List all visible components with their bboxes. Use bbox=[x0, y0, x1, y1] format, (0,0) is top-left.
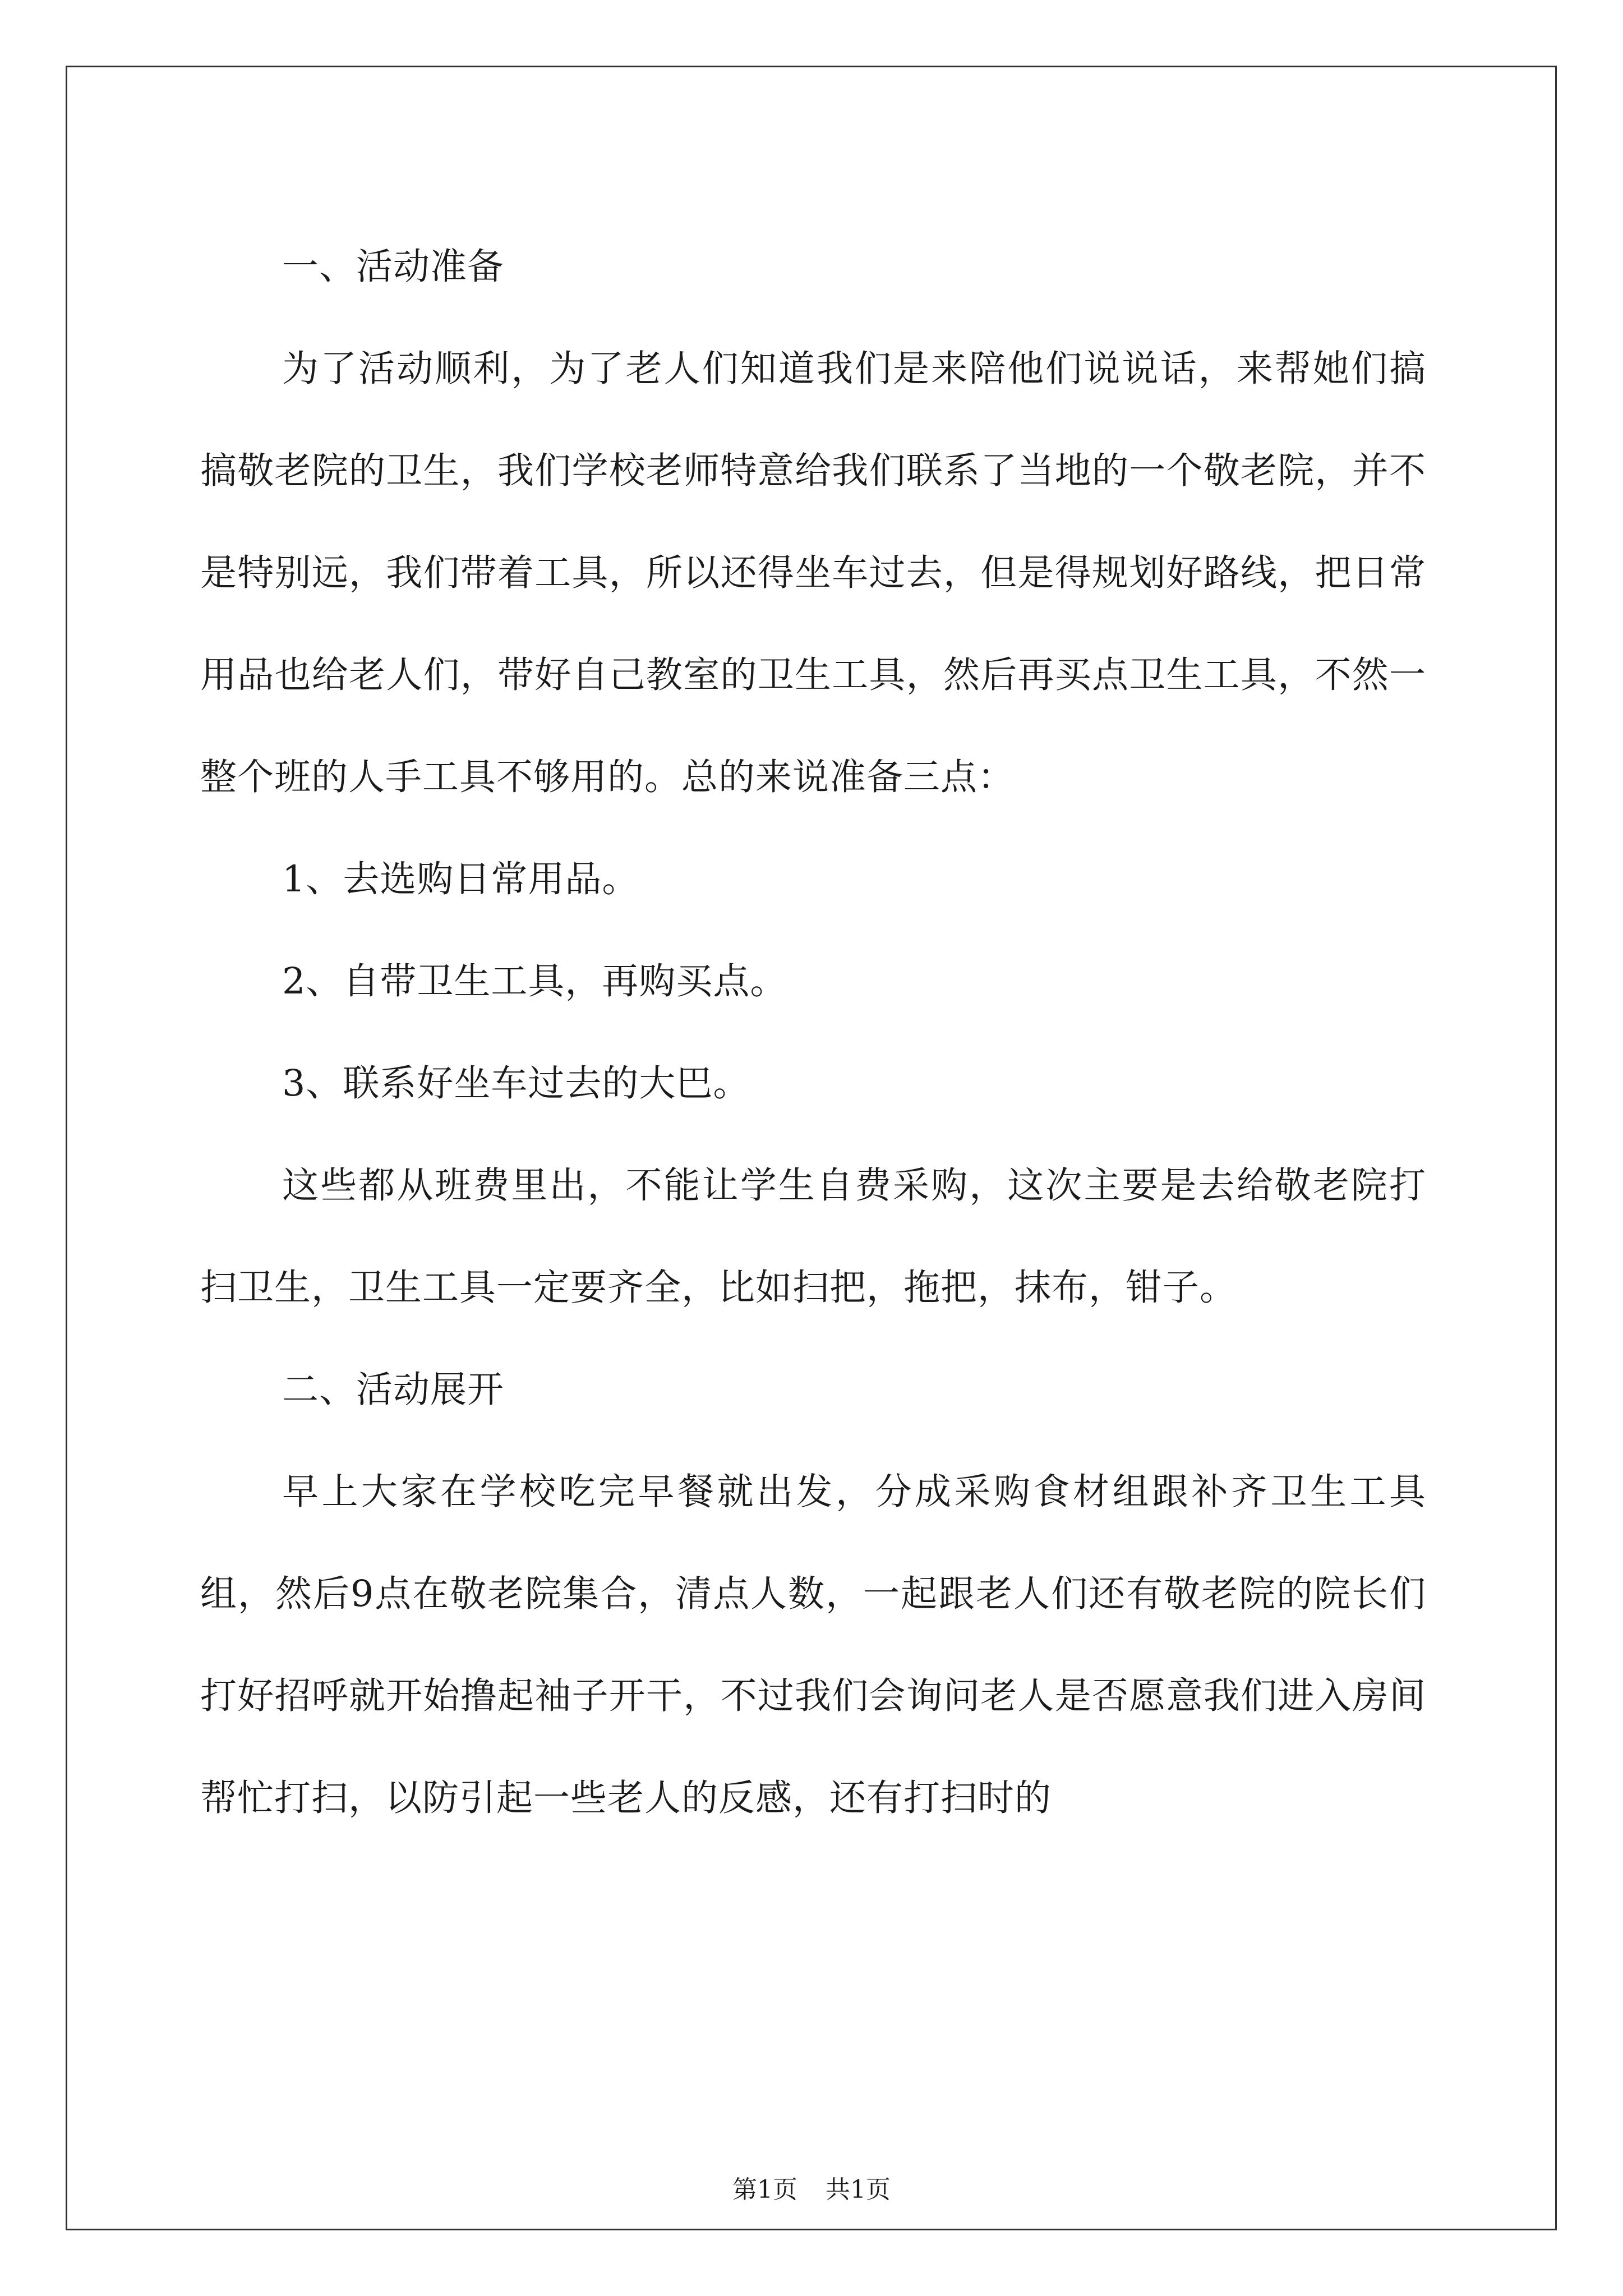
page-number-total: 共1页 bbox=[826, 2175, 891, 2204]
paragraph-funding: 这些都从班费里出，不能让学生自费采购，这次主要是去给敬老院打扫卫生，卫生工具一定要齐全，比如扫把，拖把，抹布，钳子。 bbox=[200, 1165, 1426, 1309]
list-item-bring-cleaning-tools: 2、自带卫生工具，再购买点。 bbox=[282, 960, 787, 1002]
page-number-current: 第1页 bbox=[732, 2175, 797, 2204]
section-heading-activity: 二、活动展开 bbox=[282, 1369, 505, 1411]
section-heading-preparation: 一、活动准备 bbox=[282, 246, 505, 288]
paragraph-preparation-intro: 为了活动顺利，为了老人们知道我们是来陪他们说说话，来帮她们搞搞敬老院的卫生，我们学校老师特意给我们联系了当地的一个敬老院，并不是特别远，我们带着工具，所以还得坐车过去，但是得规划好路线，把日常用品也给老人们，带好自己教室的卫生工具，然后再买点卫生工具，不然一整个班的人手工具不够用的。总的来说准备三点： bbox=[200, 348, 1426, 798]
list-item-contact-bus: 3、联系好坐车过去的大巴。 bbox=[282, 1062, 750, 1105]
list-item-buy-daily-goods: 1、去选购日常用品。 bbox=[282, 858, 639, 900]
document-body bbox=[200, 216, 1426, 1849]
page-footer bbox=[0, 2173, 1623, 2207]
paragraph-activity-details: 早上大家在学校吃完早餐就出发，分成采购食材组跟补齐卫生工具组，然后9点在敬老院集合，清点人数，一起跟老人们还有敬老院的院长们打好招呼就开始撸起袖子开干，不过我们会询问老人是否愿意我们进入房间帮忙打扫，以防引起一些老人的反感，还有打扫时的 bbox=[200, 1471, 1426, 1819]
